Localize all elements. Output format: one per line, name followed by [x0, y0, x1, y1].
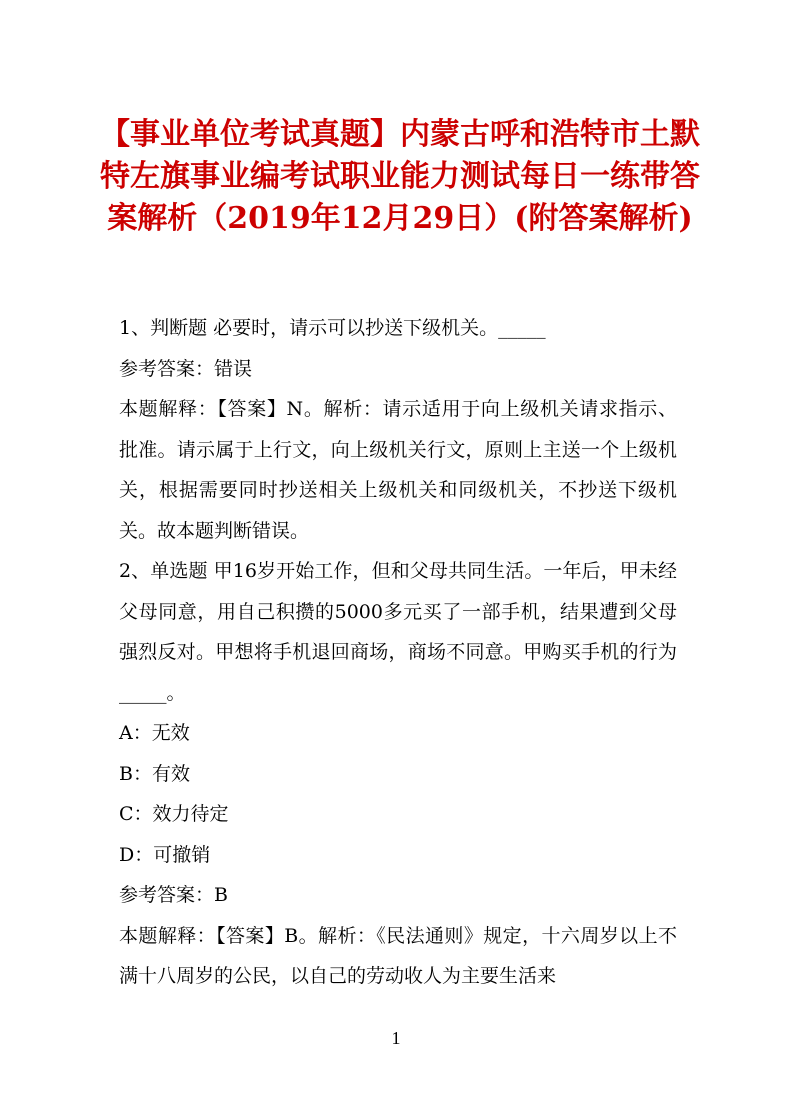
- document-body: [119, 308, 677, 997]
- explanation-1: 本题解释：【答案】N。解析：请示适用于向上级机关请求指示、批准。请示属于上行文，向上级机关行文，原则上主送一个上级机关，根据需要同时抄送相关上级机关和同级机关，不抄送下级机关。故本题判断错误。: [119, 398, 677, 542]
- option-a: A：无效: [119, 722, 190, 744]
- question-2: 2、单选题 甲16岁开始工作，但和父母共同生活。一年后，甲未经父母同意，用自己积攒的5000多元买了一部手机，结果遭到父母强烈反对。甲想将手机退回商场，商场不同意。甲购买手机的行为_____。: [119, 560, 677, 704]
- answer-1: 参考答案：错误: [119, 357, 253, 380]
- option-c: C：效力待定: [119, 803, 229, 825]
- explanation-2: 本题解释：【答案】B。解析：《民法通则》规定，十六周岁以上不满十八周岁的公民，以自己的劳动收人为主要生活来: [119, 924, 677, 987]
- document-title: 【事业单位考试真题】内蒙古呼和浩特市土默特左旗事业编考试职业能力测试每日一练带答案解析（2019年12月29日）(附答案解析): [100, 117, 700, 236]
- option-b: B：有效: [119, 762, 190, 785]
- page-number: 1: [391, 1028, 401, 1048]
- question-1: 1、判断题 必要时，请示可以抄送下级机关。_____: [119, 317, 546, 339]
- answer-2: 参考答案：B: [119, 884, 228, 906]
- option-d: D：可撤销: [119, 843, 211, 866]
